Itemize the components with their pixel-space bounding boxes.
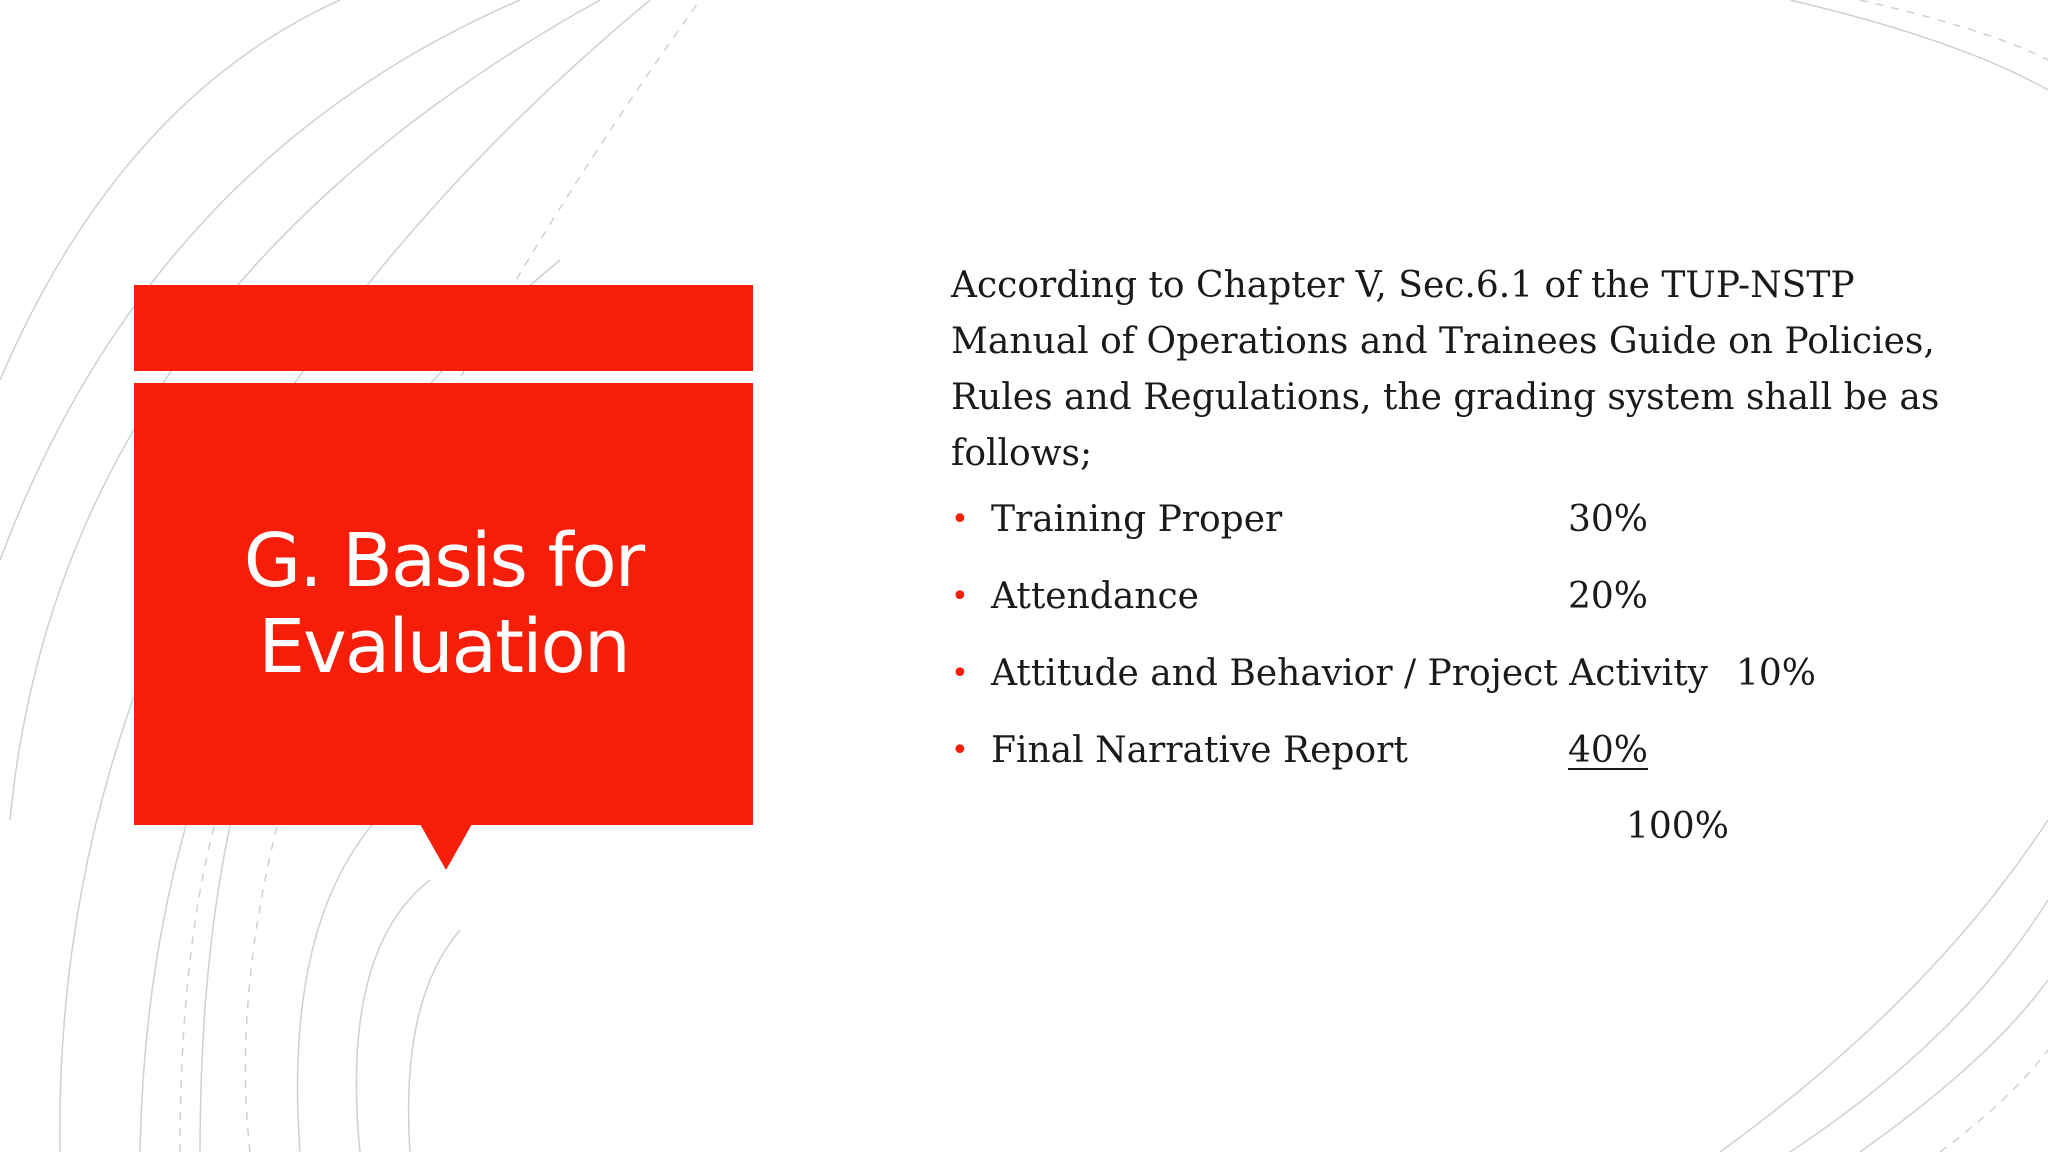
item-value: 30% — [1568, 499, 1649, 540]
item-label: Attitude and Behavior / Project Activity — [991, 653, 1708, 694]
item-label: Final Narrative Report — [991, 730, 1408, 771]
item-value: 20% — [1568, 576, 1649, 617]
total-value: 100% — [1626, 806, 1729, 847]
content-area — [951, 258, 1951, 847]
item-value: 10% — [1736, 653, 1817, 694]
title-box — [134, 383, 753, 825]
slide-title: G. Basis for Evaluation — [243, 518, 644, 690]
bullet-icon: • — [951, 656, 969, 691]
list-item — [951, 727, 1951, 804]
title-box-pointer — [420, 824, 472, 870]
bullet-icon: • — [951, 733, 969, 768]
bullet-icon: • — [951, 579, 969, 614]
list-item — [951, 650, 1951, 727]
item-value: 40% — [1568, 730, 1649, 771]
title-accent-bar — [134, 285, 753, 371]
grading-list — [951, 496, 1951, 804]
list-item — [951, 573, 1951, 650]
list-item — [951, 496, 1951, 573]
intro-paragraph: According to Chapter V, Sec.6.1 of the TUP-NSTP Manual of Operations and Trainees Guide on Policies, Rules and Regulations, the grading system shall be as follows; — [951, 265, 1940, 474]
bullet-icon: • — [951, 502, 969, 537]
item-label: Attendance — [991, 576, 1199, 617]
item-label: Training Proper — [991, 499, 1283, 540]
